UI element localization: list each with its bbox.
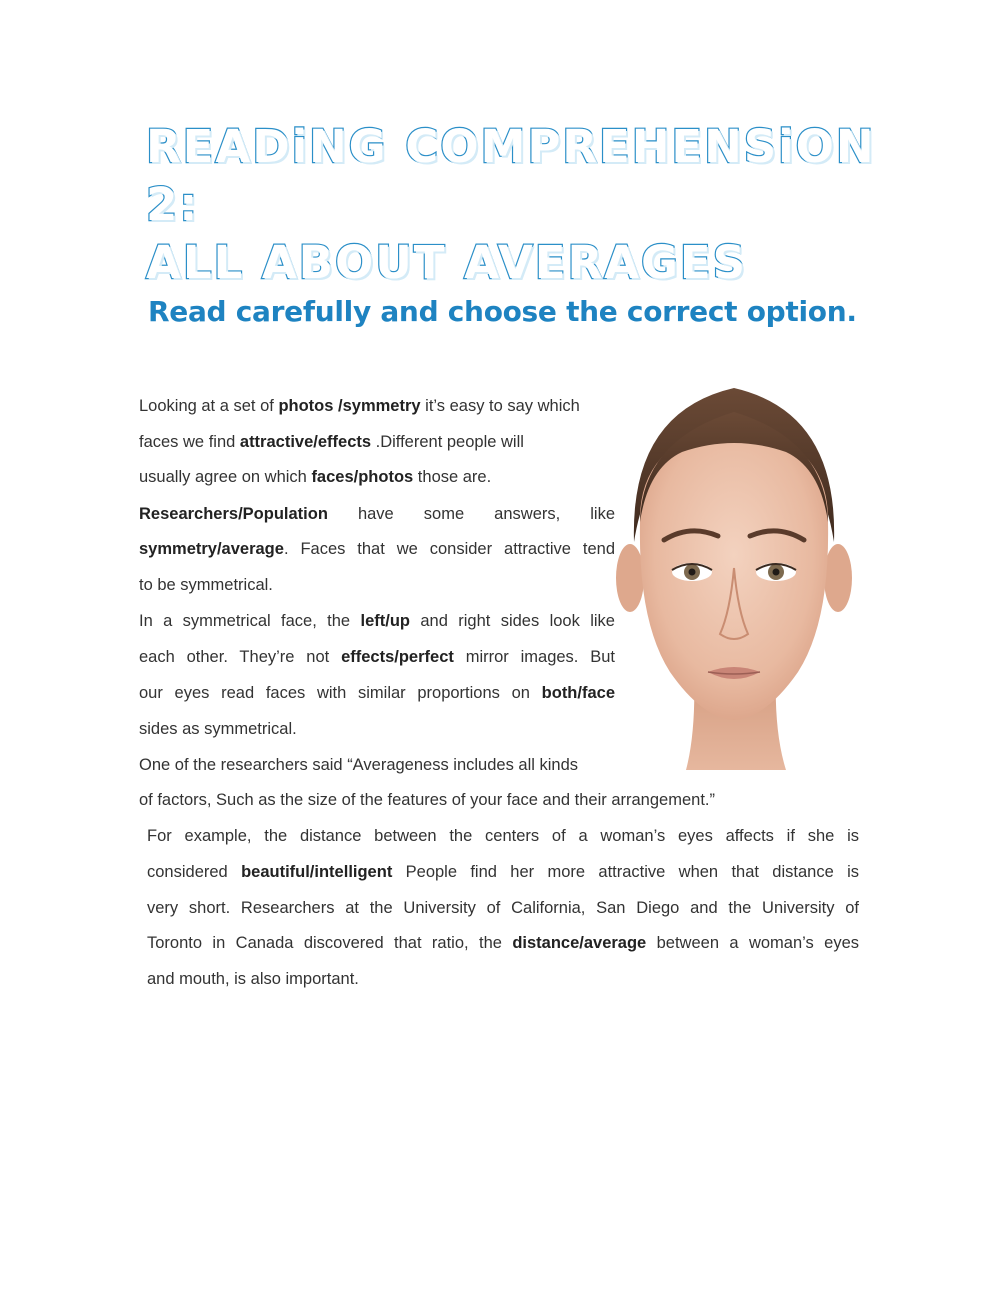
passage-line: and mouth, is also important. bbox=[147, 970, 359, 988]
option-attractive-effects[interactable]: attractive/effects bbox=[239, 433, 372, 451]
title-line-1: READiNG COMPREHENSiON 2: bbox=[146, 120, 876, 231]
passage-line: For example, the distance between the centers of a woman’s eyes affects if she is bbox=[147, 827, 859, 845]
option-both-face[interactable]: both/face bbox=[541, 684, 615, 702]
option-distance-average[interactable]: distance/average bbox=[512, 934, 647, 952]
passage-line: faces we find attractive/effects .Different people will bbox=[139, 433, 524, 451]
worksheet-title bbox=[146, 118, 906, 292]
passage-line: Looking at a set of photos /symmetry it’s easy to say which bbox=[139, 397, 580, 415]
option-researchers-population[interactable]: Researchers/Population bbox=[139, 505, 328, 523]
option-photos-symmetry[interactable]: photos /symmetry bbox=[278, 397, 421, 415]
passage-line: very short. Researchers at the University of California, San Diego and the University of bbox=[147, 899, 859, 917]
passage-line: One of the researchers said “Averageness includes all kinds bbox=[139, 756, 579, 774]
passage-line: to be symmetrical. bbox=[139, 576, 273, 594]
passage-line: sides as symmetrical. bbox=[139, 720, 297, 738]
portrait-photo-icon bbox=[616, 372, 852, 770]
option-left-up[interactable]: left/up bbox=[360, 612, 410, 630]
passage-line: Toronto in Canada discovered that ratio, the distance/average between a woman’s eyes bbox=[147, 934, 859, 952]
option-symmetry-average[interactable]: symmetry/average bbox=[139, 540, 284, 558]
passage-line: considered beautiful/intelligent People find her more attractive when that distance is bbox=[147, 863, 859, 881]
instruction-text: Read carefully and choose the correct option. bbox=[148, 295, 857, 328]
title-line-2: ALL ABOUT AVERAGES bbox=[146, 236, 748, 289]
passage-line: symmetry/average. Faces that we consider attractive tend bbox=[139, 540, 615, 558]
option-faces-photos[interactable]: faces/photos bbox=[311, 468, 414, 486]
passage-line: In a symmetrical face, the left/up and right sides look like bbox=[139, 612, 615, 630]
passage-line: our eyes read faces with similar proportions on both/face bbox=[139, 684, 615, 702]
option-effects-perfect[interactable]: effects/perfect bbox=[341, 648, 454, 666]
passage-line: of factors, Such as the size of the features of your face and their arrangement.” bbox=[139, 791, 715, 809]
passage-line: Researchers/Population have some answers, like bbox=[139, 505, 615, 523]
passage-line: each other. They’re not effects/perfect mirror images. But bbox=[139, 648, 615, 666]
passage-line: usually agree on which faces/photos those are. bbox=[139, 468, 492, 486]
option-beautiful-intelligent[interactable]: beautiful/intelligent bbox=[241, 863, 393, 881]
face-photo bbox=[616, 372, 852, 770]
